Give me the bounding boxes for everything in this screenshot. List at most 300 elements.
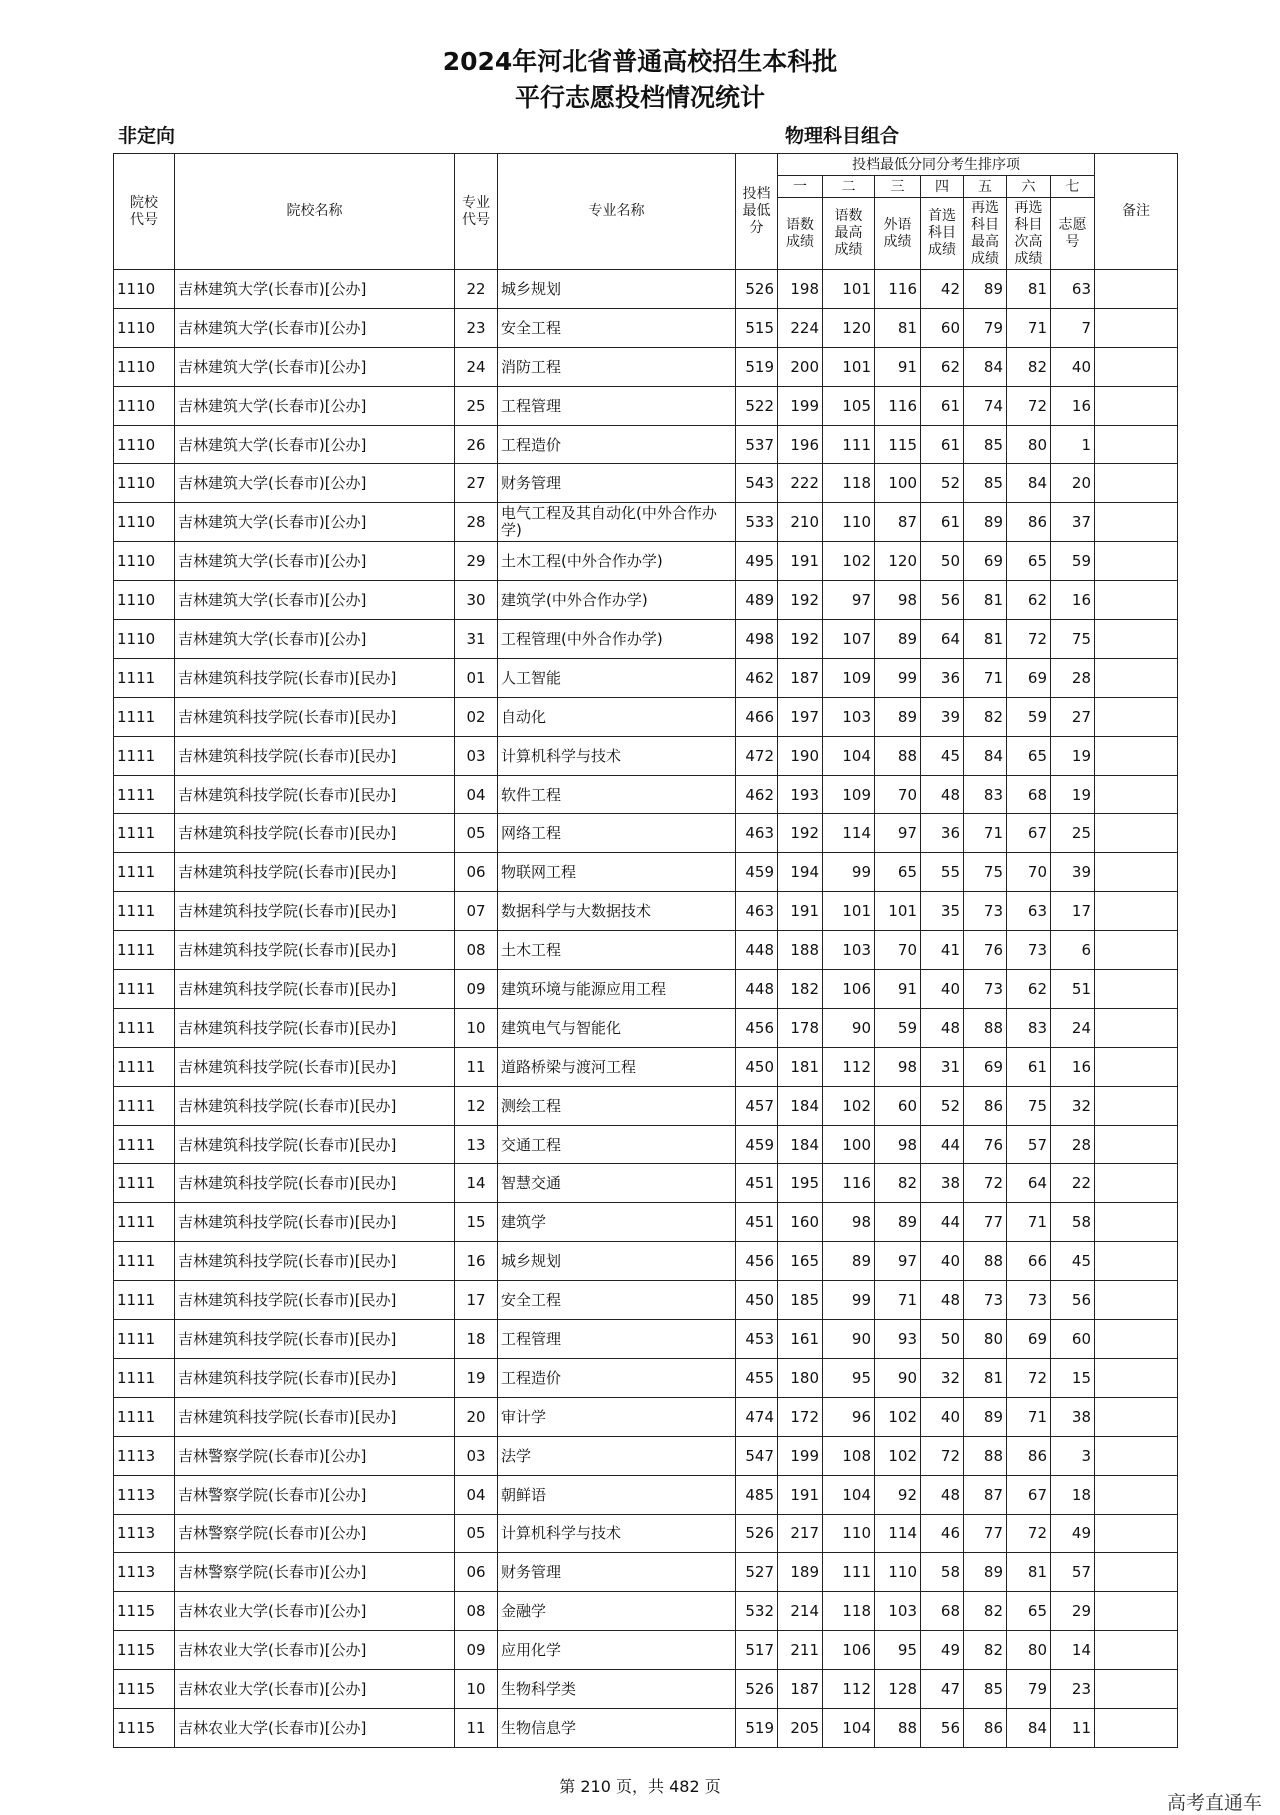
cell-major-name: 工程造价: [498, 1358, 736, 1397]
cell-school-name: 吉林建筑大学(长春市)[公办]: [175, 347, 455, 386]
table-body: [114, 270, 1178, 1748]
cell-min-score: 532: [736, 1592, 778, 1631]
cell-rank-3: 60: [875, 1086, 921, 1125]
cell-min-score: 459: [736, 853, 778, 892]
cell-rank-7: 37: [1051, 503, 1095, 542]
col-school-code: 院校代号: [114, 154, 175, 270]
cell-rank-1: 165: [778, 1242, 823, 1281]
cell-major-name: 审计学: [498, 1397, 736, 1436]
cell-rank-3: 88: [875, 736, 921, 775]
cell-rank-4: 42: [921, 270, 964, 309]
cell-school-name: 吉林建筑科技学院(长春市)[民办]: [175, 697, 455, 736]
cell-rank-7: 59: [1051, 542, 1095, 581]
cell-school-name: 吉林建筑大学(长春市)[公办]: [175, 581, 455, 620]
col-major-code: 专业代号: [455, 154, 498, 270]
cell-rank-3: 115: [875, 425, 921, 464]
cell-school-code: 1115: [114, 1708, 175, 1747]
cell-min-score: 537: [736, 425, 778, 464]
rank-number-6: 六: [1007, 176, 1051, 198]
cell-major-name: 城乡规划: [498, 270, 736, 309]
cell-rank-4: 61: [921, 503, 964, 542]
cell-rank-5: 80: [964, 1320, 1007, 1359]
cell-rank-4: 45: [921, 736, 964, 775]
cell-rank-6: 67: [1007, 814, 1051, 853]
cell-school-code: 1111: [114, 1047, 175, 1086]
cell-rank-3: 101: [875, 892, 921, 931]
cell-rank-6: 65: [1007, 1592, 1051, 1631]
cell-rank-6: 73: [1007, 931, 1051, 970]
cell-rank-5: 73: [964, 892, 1007, 931]
cell-min-score: 448: [736, 970, 778, 1009]
cell-rank-2: 103: [823, 697, 875, 736]
rank-item-1: 语数成绩: [778, 198, 823, 270]
cell-remark: [1095, 1436, 1178, 1475]
cell-school-name: 吉林建筑科技学院(长春市)[民办]: [175, 1397, 455, 1436]
cell-major-code: 14: [455, 1164, 498, 1203]
cell-rank-3: 87: [875, 503, 921, 542]
cell-rank-4: 49: [921, 1631, 964, 1670]
cell-rank-3: 93: [875, 1320, 921, 1359]
rank-item-7: 志愿号: [1051, 198, 1095, 270]
cell-school-name: 吉林建筑科技学院(长春市)[民办]: [175, 1281, 455, 1320]
cell-rank-5: 88: [964, 1008, 1007, 1047]
cell-major-code: 03: [455, 736, 498, 775]
cell-rank-2: 106: [823, 1631, 875, 1670]
cell-rank-1: 222: [778, 464, 823, 503]
cell-major-code: 27: [455, 464, 498, 503]
cell-rank-2: 104: [823, 1475, 875, 1514]
cell-rank-2: 90: [823, 1008, 875, 1047]
cell-rank-5: 85: [964, 425, 1007, 464]
cell-rank-4: 48: [921, 1281, 964, 1320]
cell-major-name: 建筑学(中外合作办学): [498, 581, 736, 620]
page-title: 2024年河北省普通高校招生本科批: [442, 47, 838, 76]
rank-number-4: 四: [921, 176, 964, 198]
cell-rank-3: 90: [875, 1358, 921, 1397]
cell-school-name: 吉林建筑科技学院(长春市)[民办]: [175, 970, 455, 1009]
cell-rank-1: 191: [778, 1475, 823, 1514]
col-school-name: 院校名称: [175, 154, 455, 270]
cell-rank-6: 80: [1007, 425, 1051, 464]
cell-major-code: 12: [455, 1086, 498, 1125]
cell-major-code: 31: [455, 620, 498, 659]
cell-major-code: 16: [455, 1242, 498, 1281]
rank-number-5: 五: [964, 176, 1007, 198]
cell-rank-7: 1: [1051, 425, 1095, 464]
table-row: [114, 308, 1178, 347]
cell-rank-1: 210: [778, 503, 823, 542]
cell-min-score: 457: [736, 1086, 778, 1125]
cell-rank-3: 89: [875, 1203, 921, 1242]
cell-rank-5: 89: [964, 270, 1007, 309]
cell-rank-1: 192: [778, 620, 823, 659]
cell-school-code: 1111: [114, 1281, 175, 1320]
cell-school-name: 吉林农业大学(长春市)[公办]: [175, 1592, 455, 1631]
cell-rank-7: 6: [1051, 931, 1095, 970]
cell-school-name: 吉林建筑科技学院(长春市)[民办]: [175, 1320, 455, 1359]
cell-school-code: 1110: [114, 386, 175, 425]
cell-rank-4: 46: [921, 1514, 964, 1553]
cell-rank-3: 70: [875, 931, 921, 970]
cell-rank-3: 116: [875, 386, 921, 425]
table-row: [114, 1670, 1178, 1709]
cell-school-code: 1111: [114, 931, 175, 970]
cell-rank-3: 88: [875, 1708, 921, 1747]
cell-rank-3: 97: [875, 1242, 921, 1281]
cell-rank-5: 89: [964, 503, 1007, 542]
cell-rank-3: 89: [875, 620, 921, 659]
col-major-name: 专业名称: [498, 154, 736, 270]
cell-school-code: 1113: [114, 1553, 175, 1592]
cell-rank-4: 64: [921, 620, 964, 659]
cell-major-name: 自动化: [498, 697, 736, 736]
table-row: [114, 581, 1178, 620]
col-ranking-group: 投档最低分同分考生排序项: [778, 154, 1095, 176]
cell-major-name: 建筑电气与智能化: [498, 1008, 736, 1047]
rank-item-5: 再选科目最高成绩: [964, 198, 1007, 270]
cell-remark: [1095, 970, 1178, 1009]
cell-major-code: 28: [455, 503, 498, 542]
cell-school-name: 吉林建筑大学(长春市)[公办]: [175, 386, 455, 425]
cell-rank-2: 102: [823, 1086, 875, 1125]
cell-min-score: 455: [736, 1358, 778, 1397]
cell-rank-1: 193: [778, 775, 823, 814]
cell-rank-2: 109: [823, 658, 875, 697]
cell-major-name: 法学: [498, 1436, 736, 1475]
table-row: [114, 697, 1178, 736]
rank-item-4: 首选科目成绩: [921, 198, 964, 270]
cell-remark: [1095, 270, 1178, 309]
cell-rank-7: 18: [1051, 1475, 1095, 1514]
table-row: [114, 736, 1178, 775]
cell-school-name: 吉林建筑科技学院(长春市)[民办]: [175, 1125, 455, 1164]
cell-major-code: 08: [455, 931, 498, 970]
cell-rank-5: 81: [964, 581, 1007, 620]
subject-group-label: 物理科目组合: [785, 125, 900, 147]
table-row: [114, 775, 1178, 814]
cell-remark: [1095, 542, 1178, 581]
cell-major-name: 土木工程: [498, 931, 736, 970]
cell-min-score: 472: [736, 736, 778, 775]
table-row: [114, 892, 1178, 931]
cell-rank-1: 224: [778, 308, 823, 347]
cell-school-code: 1113: [114, 1514, 175, 1553]
cell-remark: [1095, 1320, 1178, 1359]
rank-number-3: 三: [875, 176, 921, 198]
cell-rank-3: 70: [875, 775, 921, 814]
cell-rank-2: 120: [823, 308, 875, 347]
table-row: [114, 1164, 1178, 1203]
cell-rank-4: 39: [921, 697, 964, 736]
cell-rank-6: 59: [1007, 697, 1051, 736]
cell-major-name: 朝鲜语: [498, 1475, 736, 1514]
cell-major-name: 计算机科学与技术: [498, 736, 736, 775]
cell-min-score: 462: [736, 775, 778, 814]
cell-rank-7: 16: [1051, 386, 1095, 425]
table-row: [114, 931, 1178, 970]
cell-school-name: 吉林建筑大学(长春市)[公办]: [175, 464, 455, 503]
cell-rank-4: 41: [921, 931, 964, 970]
cell-rank-4: 58: [921, 1553, 964, 1592]
cell-min-score: 519: [736, 347, 778, 386]
cell-rank-4: 52: [921, 1086, 964, 1125]
cell-rank-5: 71: [964, 814, 1007, 853]
cell-rank-2: 107: [823, 620, 875, 659]
cell-rank-7: 15: [1051, 1358, 1095, 1397]
cell-school-code: 1111: [114, 1397, 175, 1436]
cell-rank-5: 89: [964, 1553, 1007, 1592]
cell-rank-5: 81: [964, 620, 1007, 659]
cell-major-name: 财务管理: [498, 464, 736, 503]
cell-rank-3: 100: [875, 464, 921, 503]
cell-rank-4: 55: [921, 853, 964, 892]
cell-rank-1: 211: [778, 1631, 823, 1670]
table-row: [114, 425, 1178, 464]
cell-school-name: 吉林建筑大学(长春市)[公办]: [175, 620, 455, 659]
brand-watermark: 高考直通车: [1166, 1792, 1262, 1814]
cell-school-name: 吉林建筑大学(长春市)[公办]: [175, 308, 455, 347]
cell-major-name: 城乡规划: [498, 1242, 736, 1281]
cell-school-name: 吉林警察学院(长春市)[公办]: [175, 1514, 455, 1553]
cell-rank-3: 110: [875, 1553, 921, 1592]
cell-rank-5: 84: [964, 347, 1007, 386]
col-remarks: 备注: [1095, 154, 1178, 270]
cell-major-name: 工程管理(中外合作办学): [498, 620, 736, 659]
cell-rank-5: 81: [964, 1358, 1007, 1397]
cell-school-name: 吉林建筑科技学院(长春市)[民办]: [175, 814, 455, 853]
cell-rank-5: 89: [964, 1397, 1007, 1436]
cell-remark: [1095, 1670, 1178, 1709]
table-row: [114, 270, 1178, 309]
cell-rank-6: 71: [1007, 1397, 1051, 1436]
cell-rank-3: 82: [875, 1164, 921, 1203]
cell-major-name: 安全工程: [498, 308, 736, 347]
cell-remark: [1095, 308, 1178, 347]
cell-rank-1: 180: [778, 1358, 823, 1397]
cell-major-name: 电气工程及其自动化(中外合作办学): [498, 503, 736, 542]
rank-item-3: 外语成绩: [875, 198, 921, 270]
cell-rank-7: 11: [1051, 1708, 1095, 1747]
cell-rank-7: 17: [1051, 892, 1095, 931]
cell-rank-6: 71: [1007, 308, 1051, 347]
cell-rank-6: 86: [1007, 503, 1051, 542]
cell-rank-5: 85: [964, 1670, 1007, 1709]
cell-rank-4: 68: [921, 1592, 964, 1631]
cell-rank-7: 22: [1051, 1164, 1095, 1203]
cell-rank-6: 66: [1007, 1242, 1051, 1281]
cell-rank-7: 56: [1051, 1281, 1095, 1320]
cell-rank-7: 38: [1051, 1397, 1095, 1436]
table-row: [114, 853, 1178, 892]
cell-major-code: 04: [455, 775, 498, 814]
cell-rank-2: 109: [823, 775, 875, 814]
table-row: [114, 1125, 1178, 1164]
cell-major-name: 道路桥梁与渡河工程: [498, 1047, 736, 1086]
cell-rank-7: 58: [1051, 1203, 1095, 1242]
cell-rank-4: 52: [921, 464, 964, 503]
cell-school-name: 吉林建筑科技学院(长春市)[民办]: [175, 736, 455, 775]
cell-rank-6: 84: [1007, 464, 1051, 503]
cell-rank-5: 75: [964, 853, 1007, 892]
cell-remark: [1095, 1475, 1178, 1514]
cell-major-name: 工程管理: [498, 386, 736, 425]
cell-rank-2: 110: [823, 1514, 875, 1553]
cell-rank-5: 71: [964, 658, 1007, 697]
cell-rank-5: 73: [964, 1281, 1007, 1320]
table-row: [114, 1397, 1178, 1436]
cell-min-score: 459: [736, 1125, 778, 1164]
cell-rank-4: 56: [921, 581, 964, 620]
table-row: [114, 1436, 1178, 1475]
cell-major-code: 25: [455, 386, 498, 425]
cell-school-name: 吉林农业大学(长春市)[公办]: [175, 1670, 455, 1709]
cell-rank-7: 57: [1051, 1553, 1095, 1592]
cell-min-score: 448: [736, 931, 778, 970]
cell-rank-7: 16: [1051, 581, 1095, 620]
cell-rank-4: 38: [921, 1164, 964, 1203]
cell-rank-6: 67: [1007, 1475, 1051, 1514]
cell-remark: [1095, 1203, 1178, 1242]
cell-school-code: 1111: [114, 892, 175, 931]
cell-rank-3: 114: [875, 1514, 921, 1553]
cell-rank-7: 7: [1051, 308, 1095, 347]
cell-school-code: 1115: [114, 1592, 175, 1631]
cell-rank-3: 65: [875, 853, 921, 892]
cell-major-name: 应用化学: [498, 1631, 736, 1670]
cell-remark: [1095, 620, 1178, 659]
cell-min-score: 456: [736, 1242, 778, 1281]
cell-rank-1: 181: [778, 1047, 823, 1086]
cell-school-code: 1111: [114, 970, 175, 1009]
cell-rank-1: 185: [778, 1281, 823, 1320]
cell-rank-2: 111: [823, 425, 875, 464]
cell-rank-1: 187: [778, 658, 823, 697]
category-label: 非定向: [118, 125, 176, 147]
cell-rank-6: 65: [1007, 736, 1051, 775]
cell-major-code: 19: [455, 1358, 498, 1397]
cell-rank-4: 48: [921, 775, 964, 814]
cell-school-name: 吉林建筑科技学院(长春市)[民办]: [175, 853, 455, 892]
cell-rank-7: 28: [1051, 658, 1095, 697]
cell-rank-1: 199: [778, 1436, 823, 1475]
cell-major-name: 工程管理: [498, 1320, 736, 1359]
rank-number-2: 二: [823, 176, 875, 198]
cell-remark: [1095, 1397, 1178, 1436]
cell-rank-3: 120: [875, 542, 921, 581]
cell-rank-1: 182: [778, 970, 823, 1009]
cell-major-code: 07: [455, 892, 498, 931]
table-row: [114, 1708, 1178, 1747]
cell-rank-7: 16: [1051, 1047, 1095, 1086]
cell-min-score: 485: [736, 1475, 778, 1514]
cell-remark: [1095, 1242, 1178, 1281]
cell-rank-7: 49: [1051, 1514, 1095, 1553]
cell-school-code: 1111: [114, 1008, 175, 1047]
cell-rank-5: 74: [964, 386, 1007, 425]
cell-rank-4: 36: [921, 658, 964, 697]
admission-table: [113, 153, 1178, 1748]
cell-rank-6: 86: [1007, 1436, 1051, 1475]
cell-rank-7: 28: [1051, 1125, 1095, 1164]
cell-school-code: 1111: [114, 1320, 175, 1359]
cell-major-name: 测绘工程: [498, 1086, 736, 1125]
cell-rank-6: 81: [1007, 1553, 1051, 1592]
cell-rank-2: 116: [823, 1164, 875, 1203]
cell-min-score: 463: [736, 892, 778, 931]
cell-major-code: 26: [455, 425, 498, 464]
cell-min-score: 515: [736, 308, 778, 347]
cell-rank-7: 19: [1051, 775, 1095, 814]
cell-rank-2: 90: [823, 1320, 875, 1359]
table-row: [114, 658, 1178, 697]
cell-rank-3: 91: [875, 970, 921, 1009]
cell-rank-4: 48: [921, 1475, 964, 1514]
cell-major-code: 06: [455, 853, 498, 892]
cell-rank-6: 72: [1007, 1514, 1051, 1553]
table-row: [114, 1320, 1178, 1359]
cell-rank-5: 72: [964, 1164, 1007, 1203]
cell-rank-3: 102: [875, 1397, 921, 1436]
cell-major-name: 建筑学: [498, 1203, 736, 1242]
cell-min-score: 526: [736, 1514, 778, 1553]
cell-school-code: 1110: [114, 542, 175, 581]
cell-major-code: 20: [455, 1397, 498, 1436]
cell-school-code: 1111: [114, 736, 175, 775]
cell-school-name: 吉林建筑科技学院(长春市)[民办]: [175, 931, 455, 970]
cell-major-code: 24: [455, 347, 498, 386]
cell-remark: [1095, 892, 1178, 931]
cell-rank-4: 40: [921, 970, 964, 1009]
cell-rank-1: 217: [778, 1514, 823, 1553]
cell-rank-6: 75: [1007, 1086, 1051, 1125]
cell-school-name: 吉林建筑大学(长春市)[公办]: [175, 542, 455, 581]
cell-remark: [1095, 347, 1178, 386]
cell-school-name: 吉林建筑科技学院(长春市)[民办]: [175, 1086, 455, 1125]
cell-rank-3: 81: [875, 308, 921, 347]
cell-remark: [1095, 931, 1178, 970]
cell-rank-6: 72: [1007, 620, 1051, 659]
cell-school-code: 1111: [114, 1203, 175, 1242]
cell-rank-4: 61: [921, 425, 964, 464]
cell-remark: [1095, 1164, 1178, 1203]
cell-rank-2: 106: [823, 970, 875, 1009]
cell-major-name: 网络工程: [498, 814, 736, 853]
cell-rank-4: 61: [921, 386, 964, 425]
cell-rank-6: 83: [1007, 1008, 1051, 1047]
cell-rank-1: 184: [778, 1086, 823, 1125]
cell-rank-5: 87: [964, 1475, 1007, 1514]
cell-rank-7: 45: [1051, 1242, 1095, 1281]
cell-rank-1: 195: [778, 1164, 823, 1203]
cell-rank-7: 24: [1051, 1008, 1095, 1047]
cell-rank-1: 200: [778, 347, 823, 386]
cell-rank-4: 44: [921, 1125, 964, 1164]
cell-school-code: 1111: [114, 1242, 175, 1281]
cell-rank-4: 44: [921, 1203, 964, 1242]
cell-rank-2: 102: [823, 542, 875, 581]
cell-rank-6: 73: [1007, 1281, 1051, 1320]
table-row: [114, 1514, 1178, 1553]
cell-rank-2: 99: [823, 1281, 875, 1320]
cell-rank-2: 111: [823, 1553, 875, 1592]
cell-min-score: 517: [736, 1631, 778, 1670]
cell-rank-6: 79: [1007, 1670, 1051, 1709]
cell-school-code: 1111: [114, 1164, 175, 1203]
cell-rank-3: 89: [875, 697, 921, 736]
cell-remark: [1095, 1708, 1178, 1747]
cell-rank-1: 199: [778, 386, 823, 425]
cell-major-code: 05: [455, 1514, 498, 1553]
